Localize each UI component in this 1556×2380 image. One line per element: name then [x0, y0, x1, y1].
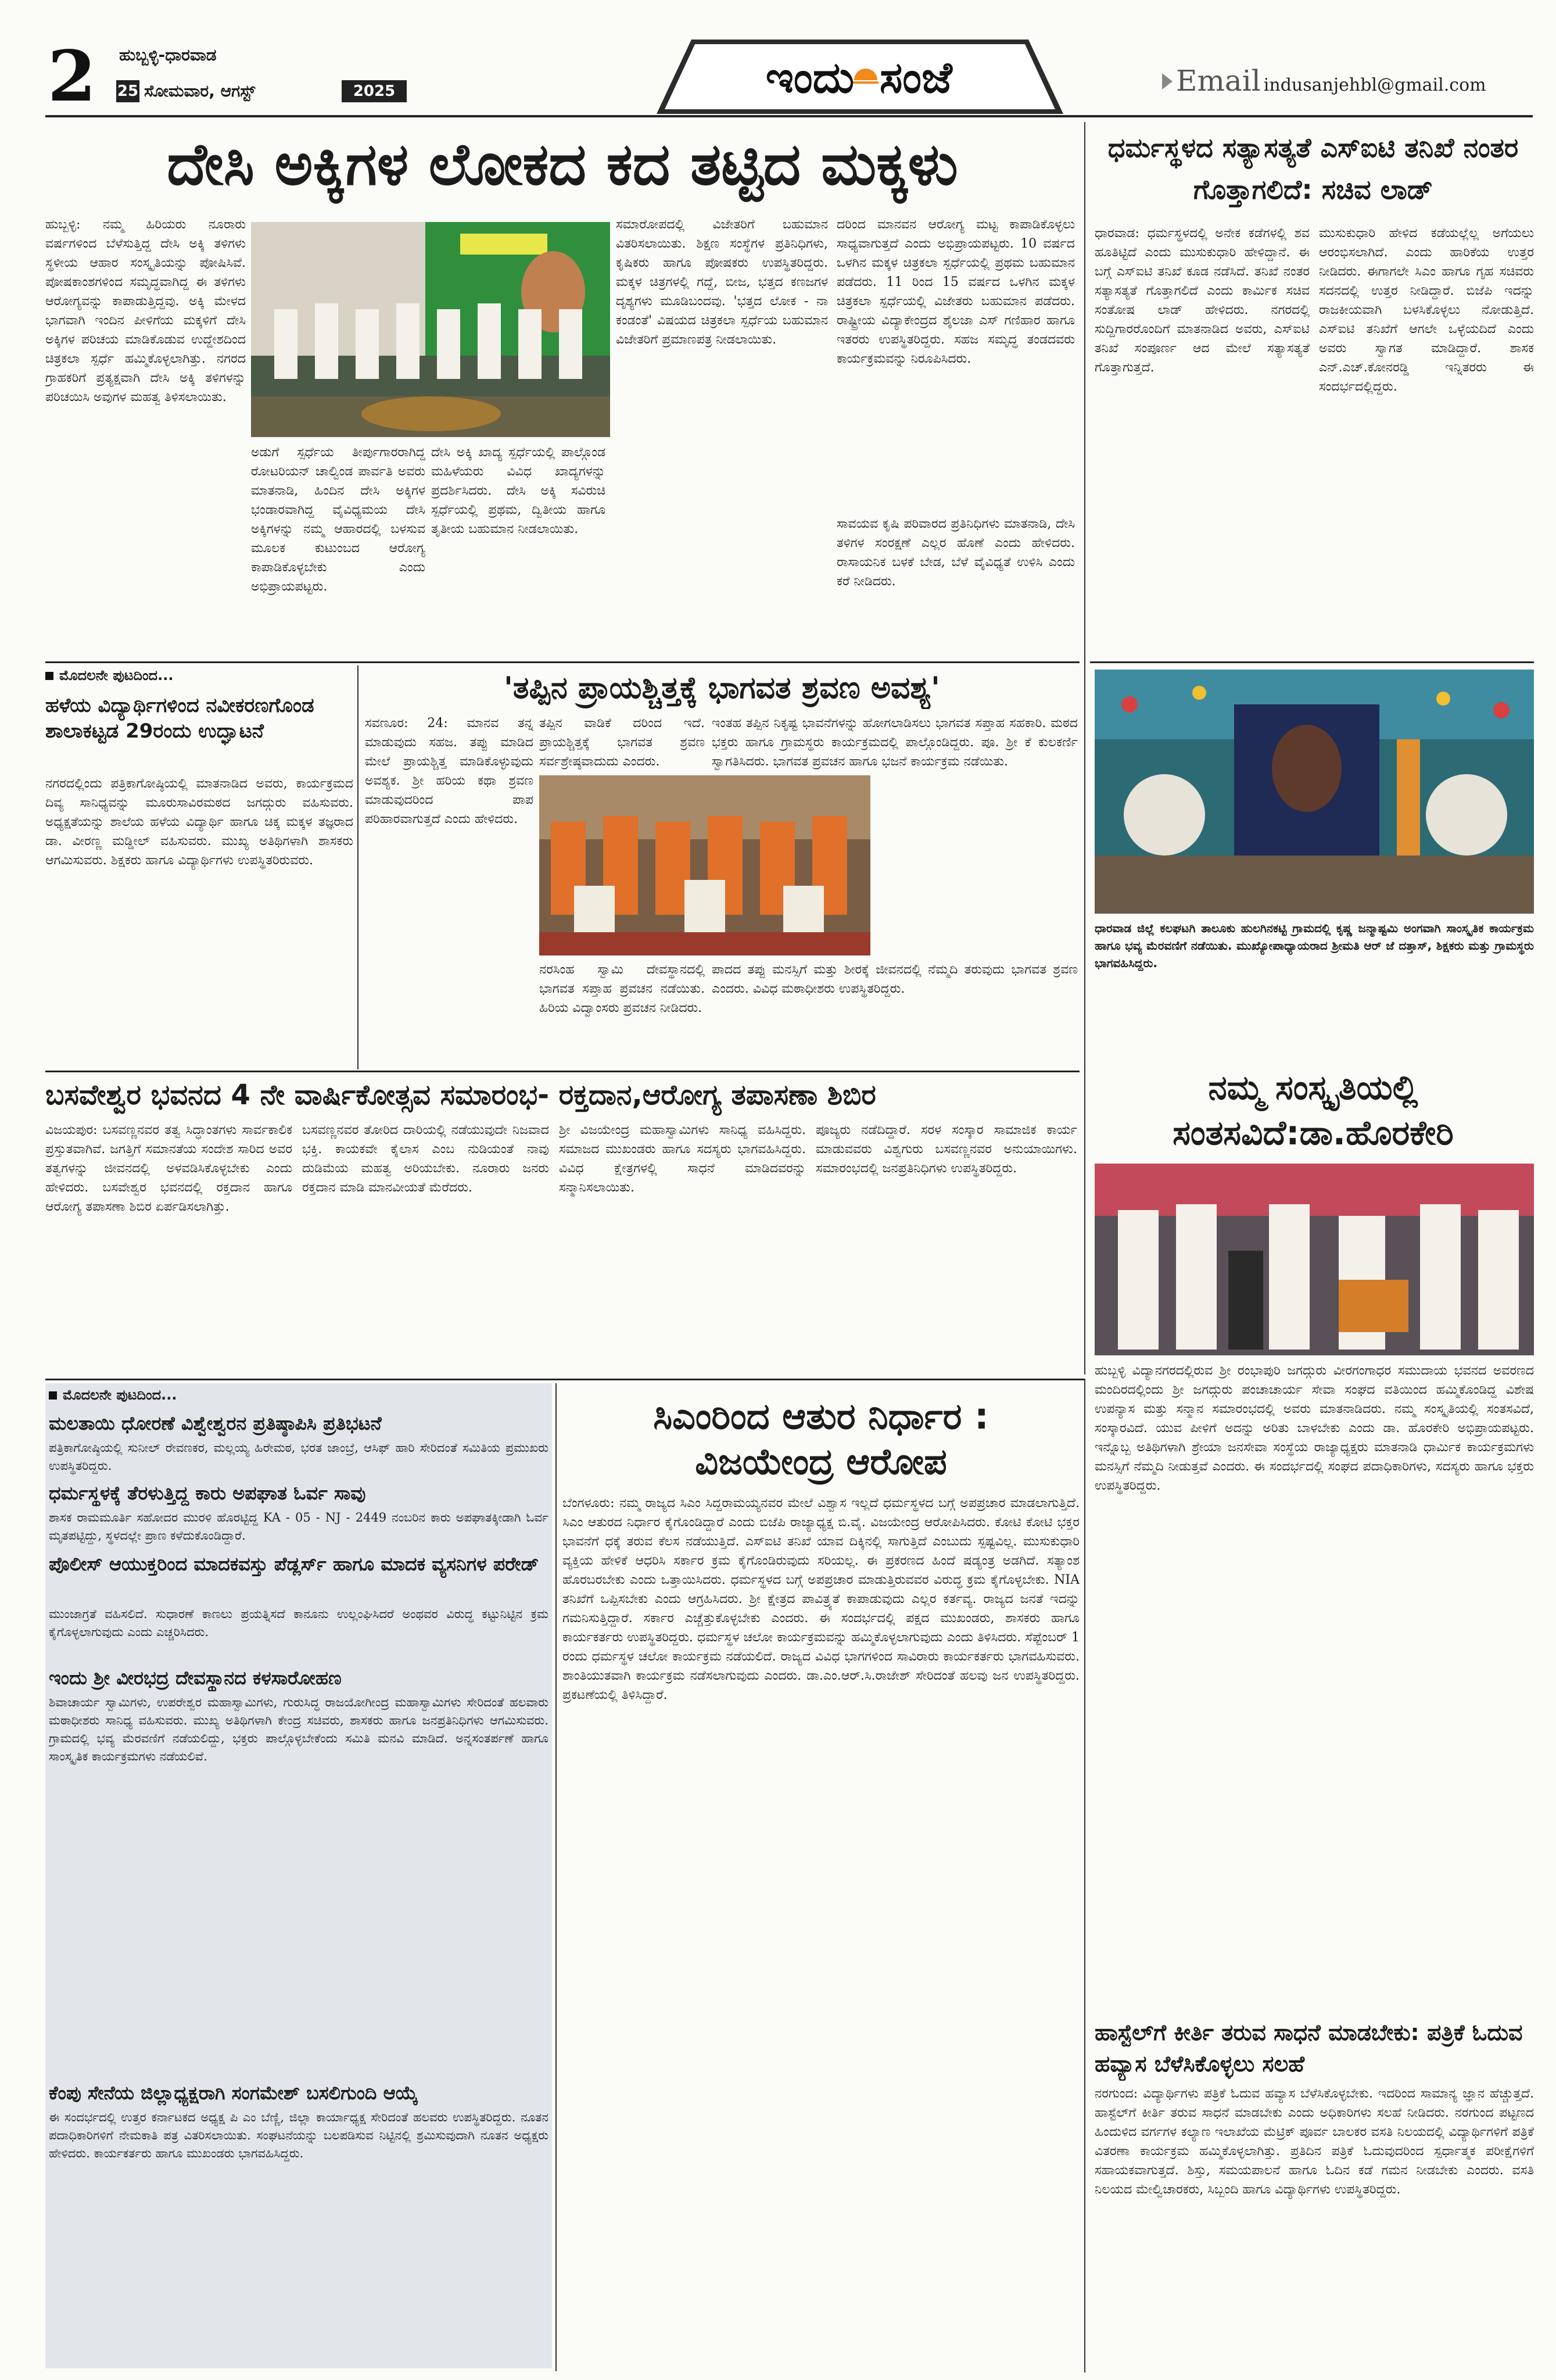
square-bullet-icon [49, 1391, 57, 1400]
briefs-tag [49, 1387, 397, 1408]
date-day: 25 [116, 80, 139, 102]
lead-col-4: ಸಾವಯವ ಕೃಷಿ ಪರಿವಾರದ ಪ್ರತಿನಿಧಿಗಳು ಮಾತನಾಡಿ, ದೇಸಿ ತಳಿಗಳ ಸಂರಕ್ಷಣೆ ಎಲ್ಲರ ಹೊಣೆ ಎಂದು ಹೇಳಿದರು. ರಾಸಾಯನಿಕ ಬಳಕೆ ಬೇಡ, ಬೆಳೆ ವೈವಿಧ್ಯತೆ ಉಳಿಸಿ ಎಂದು ಕರೆ ನೀಡಿದರು. [837, 517, 1075, 589]
brief1-tag-text: ಮೊದಲನೇ ಪುಟದಿಂದ... [59, 667, 174, 683]
lead-headline: ದೇಸಿ ಅಕ್ಕಿಗಳ ಲೋಕದ ಕದ ತಟ್ಟಿದ ಮಕ್ಕಳು [167, 130, 958, 198]
briefs-tag-text: ಮೊದಲನೇ ಪುಟದಿಂದ... [63, 1387, 177, 1403]
lead-col-3: ದರಿಂದ ಮಾನವನ ಆರೋಗ್ಯ ಮಟ್ಟ ಕಾಪಾಡಿಕೊಳ್ಳಲು ಸಾಧ್ಯವಾಗುತ್ತದೆ ಎಂದು ಅಭಿಪ್ರಾಯಪಟ್ಟರು. 10 ವರ್ಷದ ಒಳಗಿನ ಮಕ್ಕಳ ಚಿತ್ರಕಲಾ ಸ್ಪರ್ಧೆಯಲ್ಲಿ ಪ್ರಥಮ ಬಹುಮಾನ ಪಡೆದರು. 11 ರಿಂದ 15 ವರ್ಷದ ಒಳಗಿನ ಮಕ್ಕಳ ಚಿತ್ರಕಲಾ ಸ್ಪರ್ಧೆಯಲ್ಲಿ ವಿಜೇತರು ಬಹುಮಾನ ಪಡೆದರು. ರಾಷ್ಟ್ರೀಯ ವಿದ್ಯಾಕೇಂದ್ರದ ಶೈಲಜಾ ಎಸ್ ಗಣಿಹಾರ ಹಾಗೂ ಇತರರು ಉಪಸ್ಥಿತರಿದ್ದರು. ಸಹಜ ಸಮೃದ್ಧ ತಂಡದವರು ಕಾರ್ಯಕ್ರಮವನ್ನು ನಿರೂಪಿಸಿದರು. [837, 217, 1075, 366]
brief-item-body: ಶಿವಾಚಾರ್ಯ ಸ್ವಾಮಿಗಳು, ಉಪರೇಶ್ವರ ಮಹಾಸ್ವಾಮಿಗಳು, ಗುರುಸಿದ್ಧ ರಾಜಯೋಗೀಂದ್ರ ಮಹಾಸ್ವಾಮಿಗಳು ಸೇರಿದಂತೆ ಹಲವಾರು ಮಠಾಧೀಶರು ಸಾನಿಧ್ಯ ವಹಿಸುವರು. ಮುಖ್ಯ ಅತಿಥಿಗಳಾಗಿ ಕೇಂದ್ರ ಸಚಿವರು, ಶಾಸಕರು ಹಾಗೂ ಜನಪ್ರತಿನಿಧಿಗಳು ಆಗಮಿಸುವರು. ಗ್ರಾಮದಲ್ಲಿ ಭವ್ಯ ಮೆರವಣಿಗೆ ನಡೆಯಲಿದ್ದು, ಭಕ್ತರು ಪಾಲ್ಗೊಳ್ಳಬೇಕೆಂದು ಸಮಿತಿ ಮನವಿ ಮಾಡಿದೆ. ಅನ್ನಸಂತರ್ಪಣೆ ಹಾಗೂ ಸಾಂಸ್ಕೃತಿಕ ಕಾರ್ಯಕ್ರಮಗಳು ನಡೆಯಲಿವೆ. [49, 1695, 548, 1763]
masthead-rule [45, 115, 1533, 117]
masthead-logo [657, 40, 1063, 114]
lead-bottom-rule [45, 661, 1080, 663]
samskruti-body: ಹುಬ್ಬಳ್ಳಿ ವಿದ್ಯಾನಗರದಲ್ಲಿರುವ ಶ್ರೀ ರಂಭಾಪುರಿ ಜಗದ್ಗುರು ವೀರಗಂಗಾಧರ ಸಮುದಾಯ ಭವನದ ಅವರಣದ ಮಂದಿರದಲ್ಲಿಂದು ಶ್ರೀ ಜಗದ್ಗುರು ಪಂಚಾಚಾರ್ಯ ಸೇವಾ ಸಂಘದ ವತಿಯಿಂದ ಹಮ್ಮಿಕೊಂಡಿದ್ದ ವಿಶೇಷ ಉಪನ್ಯಾಸ ಮತ್ತು ಸನ್ಮಾನ ಸಮಾರಂಭದಲ್ಲಿ ಅವರು ಮಾತನಾಡಿದರು. ನಮ್ಮ ಸಂಸ್ಕೃತಿಯಲ್ಲಿ ಸಂತಸವಿದೆ, ಸಂಸ್ಕಾರವಿದೆ. ಯುವ ಪೀಳಿಗೆ ಅದನ್ನು ಅರಿತು ಬಾಳಬೇಕು ಎಂದು ಡಾ. ಹೊರಕೇರಿ ಅಭಿಪ್ರಾಯಪಟ್ಟರು. ಇನ್ನೊಬ್ಬ ಅತಿಥಿಗಳಾಗಿ ಶ್ರೇಯಾ ಜನಸೇವಾ ಸಂಸ್ಥೆಯ ರಾಜ್ಯಾಧ್ಯಕ್ಷರು ಮಾತನಾಡಿ ಧಾರ್ಮಿಕ ಕಾರ್ಯಕ್ರಮಗಳು ಮನಸ್ಸಿಗೆ ನೆಮ್ಮದಿ ನೀಡುತ್ತವೆ ಎಂದರು. ಈ ಸಂದರ್ಭದಲ್ಲಿ ಸಂಘದ ಪದಾಧಿಕಾರಿಗಳು, ಸದಸ್ಯರು ಹಾಗೂ ಭಕ್ತರು ಉಪಸ್ಥಿತರಿದ್ದರು. [1095, 1363, 1534, 1493]
right-column-divider-lower [1084, 1379, 1085, 2372]
brief-item-title: ಕೆಂಪು ಸೇನೆಯ ಜಿಲ್ಲಾಧ್ಯಕ್ಷರಾಗಿ ಸಂಗಮೇಶ್ ಬಸಲಿಗುಂದಿ ಆಯ್ಕೆ [49, 2082, 418, 2104]
dharmasthala-headline: ಧರ್ಮಸ್ಥಳದ ಸತ್ಯಾಸತ್ಯತೆ ಎಸ್‌ಐಟಿ ತನಿಖೆ ನಂತರ ಗೊತ್ತಾಗಲಿದೆ: ಸಚಿವ ಲಾಡ್ [1107, 132, 1519, 205]
brief-item-body: ಶಾಸಕ ರಾಮಮೂರ್ತಿ ಸಹೋದರ ಮುರಳಿ ಹೊರಟ್ಟಿದ್ದ KA - 05 - NJ - 2449 ನಂಬರಿನ ಕಾರು ಅಪಘಾತಕ್ಕೀಡಾಗಿ ಓರ್ವ ಮೃತಪಟ್ಟಿದ್ದು, ಸ್ಥಳದಲ್ಲೇ ಪ್ರಾಣ ಕಳೆದುಕೊಂಡಿದ್ದಾರೆ. [49, 1511, 548, 1542]
logo-text-left: ಇಂದು [765, 53, 854, 103]
bhagavata-photo [539, 775, 870, 955]
arrow-icon [1162, 70, 1174, 93]
lead-photo [251, 222, 610, 437]
bhagavata-photo-left-text: ನರಸಿಂಹ ಸ್ವಾಮಿ ದೇವಸ್ಥಾನದಲ್ಲಿ ಭಾಗವತ ಸಪ್ತಾಹ ಪ್ರವಚನ ನಡೆಯಿತು. ಹಿರಿಯ ವಿದ್ವಾಂಸರು ಪ್ರವಚನ ನೀಡಿದರು. [539, 962, 705, 1015]
basaveshwara-col-1: ವಿಜಯಪುರ: ಬಸವಣ್ಣನವರ ತತ್ವ ಸಿದ್ಧಾಂತಗಳು ಸಾರ್ವಕಾಲಿಕ ಪ್ರಸ್ತುತವಾಗಿವೆ. ಜಗತ್ತಿಗೆ ಸಮಾನತೆಯ ಸಂದೇಶ ಸಾರಿದ ಅವರ ತತ್ವಗಳನ್ನು ಜೀವನದಲ್ಲಿ ಅಳವಡಿಸಿಕೊಳ್ಳಬೇಕು ಎಂದು ಹೇಳಿದರು. ಬಸವೇಶ್ವರ ಭವನದಲ್ಲಿ ರಕ್ತದಾನ ಹಾಗೂ ಆರೋಗ್ಯ ತಪಾಸಣಾ ಶಿಬಿರ ಏರ್ಪಡಿಸಲಾಗಿತ್ತು. [45, 1123, 292, 1214]
year-badge: 2025 [342, 80, 407, 102]
samskruti-headline: ನಮ್ಮ ಸಂಸ್ಕೃತಿಯಲ್ಲಿ ಸಂತಸವಿದೆ:ಡಾ.ಹೊರಕೇರಿ [1173, 1068, 1454, 1153]
cm-body: ಬೆಂಗಳೂರು: ನಮ್ಮ ರಾಜ್ಯದ ಸಿಎಂ ಸಿದ್ದರಾಮಯ್ಯನವರ ಮೇಲೆ ವಿಶ್ವಾಸ ಇಲ್ಲದೆ ಧರ್ಮಸ್ಥಳದ ಬಗ್ಗೆ ಅಪಪ್ರಚಾರ ಮಾಡಲಾಗುತ್ತಿದೆ. ಸಿಎಂ ಆತುರದ ನಿರ್ಧಾರ ಕೈಗೊಂಡಿದ್ದಾರೆ ಎಂದು ಬಿಜೆಪಿ ರಾಜ್ಯಾಧ್ಯಕ್ಷ ಬಿ.ವೈ. ವಿಜಯೇಂದ್ರ ಆರೋಪಿಸಿದರು. ಕೋಟಿ ಕೋಟಿ ಭಕ್ತರ ಭಾವನೆಗೆ ಧಕ್ಕೆ ತರುವ ಕೆಲಸ ನಡೆಯುತ್ತಿದೆ. ಎಸ್‌ಐಟಿ ತನಿಖೆ ಯಾವ ದಿಕ್ಕಿನಲ್ಲಿ ಸಾಗುತ್ತಿದೆ ಎಂಬುದು ಸ್ಪಷ್ಟವಿಲ್ಲ. ಮುಸುಕುಧಾರಿ ವ್ಯಕ್ತಿಯ ಹೇಳಿಕೆ ಆಧರಿಸಿ ಸರ್ಕಾರ ಕ್ರಮ ಕೈಗೊಂಡಿರುವುದು ಸರಿಯಲ್ಲ. ಈ ಪ್ರಕರಣದ ಹಿಂದೆ ಷಡ್ಯಂತ್ರ ಅಡಗಿದೆ. ಸತ್ಯಾಂಶ ಹೊರಬರಬೇಕು ಎಂದು ಒತ್ತಾಯಿಸಿದರು. ಧರ್ಮಸ್ಥಳದ ಬಗ್ಗೆ ಅಪಪ್ರಚಾರ ಮಾಡುತ್ತಿರುವವರ ವಿರುದ್ಧ ಕ್ರಮ ಕೈಗೊಳ್ಳಬೇಕು. NIA ತನಿಖೆಗೆ ಒಪ್ಪಿಸಬೇಕು ಎಂದು ಆಗ್ರಹಿಸಿದರು. ಶ್ರೀ ಕ್ಷೇತ್ರದ ಪಾವಿತ್ರ್ಯತೆ ಕಾಪಾಡುವುದು ಎಲ್ಲರ ಕರ್ತವ್ಯ. ರಾಜ್ಯದ ಜನತೆ ಇದನ್ನು ಗಮನಿಸುತ್ತಿದ್ದಾರೆ. ಸರ್ಕಾರ ಎಚ್ಚೆತ್ತುಕೊಳ್ಳಬೇಕು ಎಂದರು. ಈ ಸಂದರ್ಭದಲ್ಲಿ ಪಕ್ಷದ ಮುಖಂಡರು, ಶಾಸಕರು ಹಾಗೂ ಕಾರ್ಯಕರ್ತರು ಉಪಸ್ಥಿತರಿದ್ದರು. ಧರ್ಮಸ್ಥಳ ಚಲೋ ಕಾರ್ಯಕ್ರಮವನ್ನು ಹಮ್ಮಿಕೊಳ್ಳಲಾಗುವುದು ಎಂದು ತಿಳಿಸಿದರು. ಸೆಪ್ಟೆಂಬರ್ 1 ರಂದು ಧರ್ಮಸ್ಥಳ ಚಲೋ ಕಾರ್ಯಕ್ರಮ ನಡೆಯಲಿದೆ. ರಾಜ್ಯದ ವಿವಿಧ ಭಾಗಗಳಿಂದ ಸಾವಿರಾರು ಕಾರ್ಯಕರ್ತರು ಭಾಗವಹಿಸುವರು. ಶಾಂತಿಯುತವಾಗಿ ಕಾರ್ಯಕ್ರಮ ನಡೆಸಲಾಗುವುದು ಎಂದರು. ಡಾ.ಎಂ.ಆರ್.ಸಿ.ರಾಜೇಶ್ ಸೇರಿದಂತೆ ಹಲವು ಜನ ಉಪಸ್ಥಿತರಿದ್ದರು. ಪ್ರಕಟಣೆಯಲ್ಲಿ ತಿಳಿಸಿದ್ದಾರೆ. [562, 1496, 1080, 1702]
page-number: 2 [48, 42, 96, 112]
basaveshwara-bottom-rule [45, 1379, 1085, 1380]
bhagavata-bottom-rule [45, 1071, 1080, 1072]
brief-item-body: ಈ ಸಂದರ್ಭದಲ್ಲಿ ಉತ್ತರ ಕರ್ನಾಟಕದ ಅಧ್ಯಕ್ಷ ಪಿ ಎಂ ಬೆಣ್ಣಿ, ಜಿಲ್ಲಾ ಕಾರ್ಯಾಧ್ಯಕ್ಷ ಸೇರಿದಂತೆ ಹಲವರು ಉಪಸ್ಥಿತರಿದ್ದರು. ನೂತನ ಪದಾಧಿಕಾರಿಗಳಿಗೆ ನೇಮಕಾತಿ ಪತ್ರ ವಿತರಿಸಲಾಯಿತು. ಸಂಘಟನೆಯನ್ನು ಬಲಪಡಿಸುವ ನಿಟ್ಟಿನಲ್ಲಿ ಶ್ರಮಿಸುವುದಾಗಿ ನೂತನ ಅಧ್ಯಕ್ಷರು ಹೇಳಿದರು. ಕಾರ್ಯಕರ್ತರು ಹಾಗೂ ಮುಖಂಡರು ಭಾಗವಹಿಸಿದ್ದರು. [49, 2110, 548, 2160]
dharmasthala-bottom-rule [1090, 661, 1534, 663]
edition-name: ಹುಬ್ಬಳ್ಳಿ-ಧಾರವಾಡ [119, 45, 217, 65]
brief-item-body: ಮುಂಜಾಗ್ರತೆ ವಹಿಸಲಿದೆ. ಸುಧಾರಣೆ ಕಾಣಲು ಪ್ರಯತ್ನಿಸದೆ ಕಾನೂನು ಉಲ್ಲಂಘಿಸಿದರೆ ಅಂಥವರ ವಿರುದ್ಧ ಕಟ್ಟುನಿಟ್ಟಿನ ಕ್ರಮ ಕೈಗೊಳ್ಳಲಾಗುವುದು ಎಂದು ಎಚ್ಚರಿಸಿದರು. [49, 1607, 548, 1639]
procession-caption: ಧಾರವಾಡ ಜಿಲ್ಲೆ ಕಲಘಟಗಿ ತಾಲೂಕು ಹುಲಗಿನಕಟ್ಟಿ ಗ್ರಾಮದಲ್ಲಿ ಕೃಷ್ಣ ಜನ್ಮಾಷ್ಟಮಿ ಅಂಗವಾಗಿ ಸಾಂಸ್ಕೃತಿಕ ಕಾರ್ಯಕ್ರಮ ಹಾಗೂ ಭವ್ಯ ಮೆರವಣಿಗೆ ನಡೆಯಿತು. ಮುಖ್ಯೋಪಾಧ್ಯಾಯರಾದ ಶ್ರೀಮತಿ ಆರ್ ಜೆ ದತ್ತಾಸ್, ಶಿಕ್ಷಕರು ಮತ್ತು ಗ್ರಾಮಸ್ಥರು ಭಾಗವಹಿಸಿದ್ದರು. [1095, 921, 1534, 970]
brief-item-title: ಪೊಲೀಸ್ ಆಯುಕ್ತರಿಂದ ಮಾದಕವಸ್ತು ಪೆಡ್ಲರ್ಸ್ ಹಾಗೂ ಮಾದಕ ವ್ಯಸನಿಗಳ ಪರೇಡ್ [49, 1553, 539, 1575]
email-label: Email [1176, 64, 1261, 98]
dharmasthala-col-1: ಧಾರವಾಡ: ಧರ್ಮಸ್ಥಳದಲ್ಲಿ ಅನೇಕ ಕಡೆಗಳಲ್ಲಿ ಶವ ಹೂತಿಟ್ಟಿದೆ ಎಂದು ಮುಸುಕುಧಾರಿ ಹೇಳಿದ್ದಾನೆ. ಈ ಬಗ್ಗೆ ಎಸ್‌ಐಟಿ ತನಿಖೆ ಕೂಡ ನಡೆಸಿದೆ. ತನಿಖೆ ನಂತರ ಸತ್ಯಾಸತ್ಯತೆ ಗೊತ್ತಾಗಲಿದೆ ಎಂದು ಕಾರ್ಮಿಕ ಸಚಿವ ಸಂತೋಷ ಲಾಡ್ ಹೇಳಿದರು. ನಗರದಲ್ಲಿ ಸುದ್ದಿಗಾರರೊಂದಿಗೆ ಮಾತನಾಡಿದ ಅವರು, ಎಸ್‌ಐಟಿ ತನಿಖೆ ಸಂಪೂರ್ಣ ಆದ ಮೇಲೆ ಸತ್ಯಾಸತ್ಯತೆ ಗೊತ್ತಾಗುತ್ತದೆ. [1095, 226, 1310, 375]
cm-headline-line-1: ಸಿಎಂರಿಂದ ಆತುರ ನಿರ್ಧಾರ : [653, 1395, 989, 1437]
email-address: indusanjehbl@gmail.com [1263, 75, 1486, 95]
square-bullet-icon [45, 672, 53, 680]
basaveshwara-col-4: ಪೂಜ್ಯರು ನಡೆದಿದ್ದಾರೆ. ಸರಳ ಸಂಸ್ಕಾರ ಸಾಮಾಜಿಕ ಕಾರ್ಯ ಮಾಡುವವರು ವಿಶ್ವಗುರು ಬಸವಣ್ಣನವರ ಅನುಯಾಯಿಗಳು. ಸಮಾರಂಭದಲ್ಲಿ ಜನಪ್ರತಿನಿಧಿಗಳು ಉಪಸ್ಥಿತರಿದ್ದರು. [816, 1123, 1077, 1176]
procession-photo [1095, 670, 1534, 914]
bhagavata-col-1: ಸವಣೂರ: 24: ಮಾನವ ತನ್ನ ಮಾಡುವುದು ಸಹಜ. ತಪ್ಪು ಮಾಡಿದ ಮೇಲೆ ಪ್ರಾಯಶ್ಚಿತ್ತ ಮಾಡಿಕೊಳ್ಳುವುದು ಅವಶ್ಯಕ. ಶ್ರೀ ಹರಿಯ ಕಥಾ ಶ್ರವಣ ಮಾಡುವುದರಿಂದ ಪಾಪ ಪರಿಹಾರವಾಗುತ್ತದೆ ಎಂದು ಹೇಳಿದರು. [365, 716, 533, 826]
hostel-headline: ಹಾಸ್ಟೆಲ್‌ಗೆ ಕೀರ್ತಿ ತರುವ ಸಾಧನೆ ಮಾಡಬೇಕು: ಪತ್ರಿಕೆ ಓದುವ ಹವ್ಯಾಸ ಬೆಳೆಸಿಕೊಳ್ಳಲು ಸಲಹೆ [1095, 2020, 1523, 2077]
brief1-tag [45, 667, 353, 688]
hostel-body: ನರಗುಂದ: ವಿದ್ಯಾರ್ಥಿಗಳು ಪತ್ರಿಕೆ ಓದುವ ಹವ್ಯಾಸ ಬೆಳೆಸಿಕೊಳ್ಳಬೇಕು. ಇದರಿಂದ ಸಾಮಾನ್ಯ ಜ್ಞಾನ ಹೆಚ್ಚುತ್ತದೆ. ಹಾಸ್ಟೆಲ್‌ಗೆ ಕೀರ್ತಿ ತರುವ ಸಾಧನೆ ಮಾಡಬೇಕು ಎಂದು ಅಧಿಕಾರಿಗಳು ಸಲಹೆ ನೀಡಿದರು. ನರಗುಂದ ಪಟ್ಟಣದ ಹಿಂದುಳಿದ ವರ್ಗಗಳ ಕಲ್ಯಾಣ ಇಲಾಖೆಯ ಮೆಟ್ರಿಕ್ ಪೂರ್ವ ಬಾಲಕರ ವಸತಿ ನಿಲಯದಲ್ಲಿ ವಿದ್ಯಾರ್ಥಿಗಳಿಗೆ ಪತ್ರಿಕೆ ವಿತರಣಾ ಕಾರ್ಯಕ್ರಮ ಹಮ್ಮಿಕೊಳ್ಳಲಾಗಿತ್ತು. ಪ್ರತಿದಿನ ಪತ್ರಿಕೆ ಓದುವುದರಿಂದ ಸ್ಪರ್ಧಾತ್ಮಕ ಪರೀಕ್ಷೆಗಳಿಗೆ ಸಹಾಯಕವಾಗುತ್ತದೆ. ಶಿಸ್ತು, ಸಮಯಪಾಲನೆ ಹಾಗೂ ಓದಿನ ಕಡೆ ಗಮನ ನೀಡಬೇಕು ಎಂದರು. ವಸತಿ ನಿಲಯದ ಮೇಲ್ವಿಚಾರಕರು, ಸಿಬ್ಬಂದಿ ಹಾಗೂ ವಿದ್ಯಾರ್ಥಿಗಳು ಉಪಸ್ಥಿತರಿದ್ದರು. [1095, 2086, 1534, 2197]
basaveshwara-headline: ಬಸವೇಶ್ವರ ಭವನದ 4 ನೇ ವಾರ್ಷಿಕೋತ್ಸವ ಸಮಾರಂಭ- ರಕ್ತದಾನ,ಆರೋಗ್ಯ ತಪಾಸಣಾ ಶಿಬಿರ [45, 1079, 876, 1111]
lead-col-1: ಹುಬ್ಬಳ್ಳಿ: ನಮ್ಮ ಹಿರಿಯರು ನೂರಾರು ವರ್ಷಗಳಿಂದ ಬೆಳೆಸುತ್ತಿದ್ದ ದೇಸಿ ಅಕ್ಕಿ ತಳಿಗಳು ಸ್ಥಳೀಯ ಆಹಾರ ಸಂಸ್ಕೃತಿಯನ್ನು ಪೋಷಿಸಿವೆ. ಪೋಷಕಾಂಶಗಳಿಂದ ಸಮೃದ್ಧವಾಗಿದ್ದ ಈ ತಳಿಗಳು ಆರೋಗ್ಯವನ್ನು ಕಾಪಾಡುತ್ತಿದ್ದವು. ಅಕ್ಕಿ ಮೇಳದ ಭಾಗವಾಗಿ ಇಂದಿನ ಪೀಳಿಗೆಯ ಮಕ್ಕಳಿಗೆ ದೇಸಿ ಅಕ್ಕಿಗಳ ಪರಿಚಯ ಮಾಡಿಕೊಡುವ ಉದ್ದೇಶದಿಂದ ಚಿತ್ರಕಲಾ ಸ್ಪರ್ಧೆ ಹಮ್ಮಿಕೊಳ್ಳಲಾಗಿತ್ತು. ನಗರದ ಗ್ರಾಹಕರಿಗೆ ಪ್ರತ್ಯಕ್ಷವಾಗಿ ದೇಸಿ ಅಕ್ಕಿ ತಳಿಗಳನ್ನು ಪರಿಚಯಿಸಿ ಅವುಗಳ ಮಹತ್ವ ತಿಳಿಸಲಾಯಿತು. [45, 217, 246, 405]
briefs-divider [555, 1383, 557, 2371]
brief1-headline: ಹಳೆಯ ವಿದ್ಯಾರ್ಥಿಗಳಿಂದ ನವೀಕರಣಗೊಂಡ ಶಾಲಾಕಟ್ಟಡ 29ರಂದು ಉದ್ಘಾಟನೆ [45, 694, 314, 743]
logo-text-right: ಸಂಜೆ [880, 53, 952, 103]
basaveshwara-col-2: ಬಸವಣ್ಣನವರ ತೋರಿದ ದಾರಿಯಲ್ಲಿ ನಡೆಯುವುದೇ ನಿಜವಾದ ಭಕ್ತಿ. ಕಾಯಕವೇ ಕೈಲಾಸ ಎಂಬ ನುಡಿಯಂತೆ ನಾವು ದುಡಿಮೆಯ ಮಹತ್ವ ಅರಿಯಬೇಕು. ನೂರಾರು ಜನರು ರಕ್ತದಾನ ಮಾಡಿ ಮಾನವೀಯತೆ ಮೆರೆದರು. [302, 1123, 549, 1195]
brief1-body: ನಗರದಲ್ಲಿಂದು ಪತ್ರಿಕಾಗೋಷ್ಠಿಯಲ್ಲಿ ಮಾತನಾಡಿದ ಅವರು, ಕಾರ್ಯಕ್ರಮದ ದಿವ್ಯ ಸಾನಿಧ್ಯವನ್ನು ಮೂರುಸಾವಿರಮಠದ ಜಗದ್ಗುರು ವಹಿಸುವರು. ಅಧ್ಯಕ್ಷತೆಯನ್ನು ಶಾಲೆಯ ಹಳೆಯ ವಿದ್ಯಾರ್ಥಿ ಹಾಗೂ ಚಿಕ್ಕ ಮಕ್ಕಳ ತಜ್ಞರಾದ ಡಾ. ವೀರಣ್ಣ ಮಡ್ಡೀಲ್ ವಹಿಸುವರು. ಮುಖ್ಯ ಅತಿಥಿಗಳಾಗಿ ಶಾಸಕರು ಆಗಮಿಸುವರು. ಶಿಕ್ಷಕರು ಹಾಗೂ ವಿದ್ಯಾರ್ಥಿಗಳು ಉಪಸ್ಥಿತರಿರುವರು. [45, 776, 353, 868]
briefs-box [45, 1383, 552, 2368]
cm-headline [562, 1394, 1080, 1487]
date-text: ಸೋಮವಾರ, ಆಗಸ್ಟ್ [144, 81, 256, 101]
basaveshwara-col-3: ಶ್ರೀ ವಿಜಯೇಂದ್ರ ಮಹಾಸ್ವಾಮಿಗಳು ಸಾನಿಧ್ಯ ವಹಿಸಿದ್ದರು. ಸಮಾಜದ ಮುಖಂಡರು ಹಾಗೂ ಸದಸ್ಯರು ಭಾಗವಹಿಸಿದ್ದರು. ವಿವಿಧ ಕ್ಷೇತ್ರಗಳಲ್ಲಿ ಸಾಧನೆ ಮಾಡಿದವರನ್ನು ಸನ್ಮಾನಿಸಲಾಯಿತು. [559, 1123, 806, 1195]
sun-logo-icon [853, 65, 879, 91]
brief1-divider [357, 665, 358, 1069]
samskruti-photo [1095, 1164, 1534, 1355]
bhagavata-col-3: ಇಂತಹ ತಪ್ಪಿನ ನಿಕೃಷ್ಟ ಭಾವನೆಗಳನ್ನು ಹೋಗಲಾಡಿಸಲು ಭಾಗವತ ಸಪ್ತಾಹ ಸಹಕಾರಿ. ಮಠದ ಭಕ್ತರು ಹಾಗೂ ಗ್ರಾಮಸ್ಥರು ಕಾರ್ಯಕ್ರಮದಲ್ಲಿ ಪಾಲ್ಗೊಂಡಿದ್ದರು. ಪೂ. ಶ್ರೀ ಕೆ ಕುಲಕರ್ಣಿ ಸ್ವಾಗತಿಸಿದರು. ಭಾಗವತ ಪ್ರವಚನ ಹಾಗೂ ಭಜನೆ ಕಾರ್ಯಕ್ರಮ ನಡೆಯಿತು. [712, 716, 1078, 769]
bhagavata-col-2: ತಪ್ಪಿನ ವಾಡಿಕೆ ದರಿಂದ ಇದೆ. ಪ್ರಾಯಶ್ಚಿತ್ತಕ್ಕೆ ಭಾಗವತ ಶ್ರವಣ ಸರ್ವಶ್ರೇಷ್ಠವಾದುದು ಎಂದರು. [539, 716, 705, 769]
brief-item-body: ಪತ್ರಿಕಾಗೋಷ್ಠಿಯಲ್ಲಿ ಸುನೀಲ್ ರೇವಣಕರ, ಮಲ್ಲಯ್ಯ ಹಿರೇಮಠ, ಭರತ ಜಾಂಬ್ರೆ, ಆಸಿಫ್ ಹಾರಿ ಸೇರಿದಂತೆ ಸಮಿತಿಯ ಪ್ರಮುಖರು ಉಪಸ್ಥಿತರಿದ್ದರು. [49, 1441, 548, 1473]
right-column-divider [1084, 122, 1085, 1375]
email-block [1176, 64, 1554, 99]
brief-item-title: ಧರ್ಮಸ್ಥಳಕ್ಕೆ ತೆರಳುತ್ತಿದ್ದ ಕಾರು ಅಪಘಾತ ಓರ್ವ ಸಾವು [49, 1482, 366, 1504]
brief-item-title: ಮಲತಾಯಿ ಧೋರಣೆ ವಿಶ್ವೇಶ್ವರನ ಪ್ರತಿಷ್ಠಾಪಿಸಿ ಪ್ರತಿಭಟನೆ [49, 1412, 382, 1434]
brief-item-title: ಇಂದು ಶ್ರೀ ವೀರಭದ್ರ ದೇವಸ್ಥಾನದ ಕಳಸಾರೋಹಣ [49, 1667, 342, 1689]
lead-below-photo-right: ದೇಸಿ ಅಕ್ಕಿ ಖಾದ್ಯ ಸ್ಪರ್ಧೆಯಲ್ಲಿ ಪಾಲ್ಗೊಂಡ ಮಹಿಳೆಯರು ವಿವಿಧ ಖಾದ್ಯಗಳನ್ನು ಪ್ರದರ್ಶಿಸಿದರು. ದೇಸಿ ಅಕ್ಕಿ ಸವಿರುಚಿ ಸ್ಪರ್ಧೆಯಲ್ಲಿ ಪ್ರಥಮ, ದ್ವಿತೀಯ ಹಾಗೂ ತೃತೀಯ ಬಹುಮಾನ ನೀಡಲಾಯಿತು. [431, 445, 605, 536]
bhagavata-photo-right-text: ಪಾದದ ತಪ್ಪು ಮನಸ್ಸಿಗೆ ಮತ್ತು ಶೀರಕ್ಕೆ ಜೀವನದಲ್ಲಿ ನೆಮ್ಮದಿ ತರುವುದು ಭಾಗವತ ಶ್ರವಣ ಎಂದರು. ವಿವಿಧ ಮಠಾಧೀಶರು ಉಪಸ್ಥಿತರಿದ್ದರು. [712, 962, 1078, 996]
lead-below-photo-left: ಅಡುಗೆ ಸ್ಪರ್ಧೆಯ ತೀರ್ಪುಗಾರರಾಗಿದ್ದ ರೋಟರಿಯನ್ ಚಾಲ್ವಿಂಡ ಪಾರ್ವತಿ ಅವರು ಮಾತನಾಡಿ, ಹಿಂದಿನ ದೇಸಿ ಅಕ್ಕಿಗಳ ಭಂಡಾರವಾಗಿದ್ದ ವೈವಿಧ್ಯಮಯ ದೇಸಿ ಅಕ್ಕಿಗಳನ್ನು ನಮ್ಮ ಆಹಾರದಲ್ಲಿ ಬಳಸುವ ಮೂಲಕ ಕುಟುಂಬದ ಆರೋಗ್ಯ ಕಾಪಾಡಿಕೊಳ್ಳಬೇಕು ಎಂದು ಅಭಿಪ್ರಾಯಪಟ್ಟರು. [251, 445, 425, 594]
cm-headline-line-2: ವಿಜಯೇಂದ್ರ ಆರೋಪ [695, 1440, 947, 1483]
dharmasthala-col-2: ಮುಸುಕುಧಾರಿ ಹೇಳಿದ ಕಡೆಯಲ್ಲೆಲ್ಲ ಅಗೆಯಲು ಆರಂಭಿಸಲಾಗಿದೆ. ಎಂದು ಹಾರಿಕೆಯ ಉತ್ತರ ನೀಡಿದರು. ಈಗಾಗಲೇ ಸಿಎಂ ಹಾಗೂ ಗೃಹ ಸಚಿವರು ಸದನದಲ್ಲಿ ಉತ್ತರ ನೀಡಿದ್ದಾರೆ. ಬಿಜೆಪಿ ಇದನ್ನು ರಾಜಕೀಯವಾಗಿ ಬಳಸಿಕೊಳ್ಳಲು ನೋಡುತ್ತಿದೆ. ಎಸ್‌ಐಟಿ ತನಿಖೆಗೆ ಆಗಲೇ ಒಳ್ಳೆಯದಿದೆ ಎಂದು ಅವರು ಸ್ವಾಗತ ಮಾಡಿದ್ದಾರೆ. ಶಾಸಕ ಎನ್.ಎಚ್.ಕೋನರಡ್ಡಿ ಇನ್ನಿತರರು ಈ ಸಂದರ್ಭದಲ್ಲಿದ್ದರು. [1319, 226, 1534, 394]
bhagavata-headline: 'ತಪ್ಪಿನ ಪ್ರಾಯಶ್ಚಿತ್ತಕ್ಕೆ ಭಾಗವತ ಶ್ರವಣ ಅವಶ್ಯ' [504, 671, 940, 706]
lead-col-2: ಸಮಾರೋಪದಲ್ಲಿ ವಿಜೇತರಿಗೆ ಬಹುಮಾನ ವಿತರಿಸಲಾಯಿತು. ಶಿಕ್ಷಣ ಸಂಸ್ಥೆಗಳ ಪ್ರತಿನಿಧಿಗಳು, ಕೃಷಿಕರು ಹಾಗೂ ಪೋಷಕರು ಉಪಸ್ಥಿತರಿದ್ದರು. ಮಕ್ಕಳ ಚಿತ್ರಗಳಲ್ಲಿ ಗದ್ದೆ, ಬೀಜ, ಭತ್ತದ ಕಣಜಗಳ ದೃಶ್ಯಗಳು ಮೂಡಿಬಂದವು. 'ಭತ್ತದ ಲೋಕ - ನಾ ಕಂಡಂತೆ' ವಿಷಯದ ಚಿತ್ರಕಲಾ ಸ್ಪರ್ಧೆಯ ಬಹುಮಾನ ವಿಜೇತರಿಗೆ ಪ್ರಮಾಣಪತ್ರ ನೀಡಲಾಯಿತು. [616, 217, 828, 347]
